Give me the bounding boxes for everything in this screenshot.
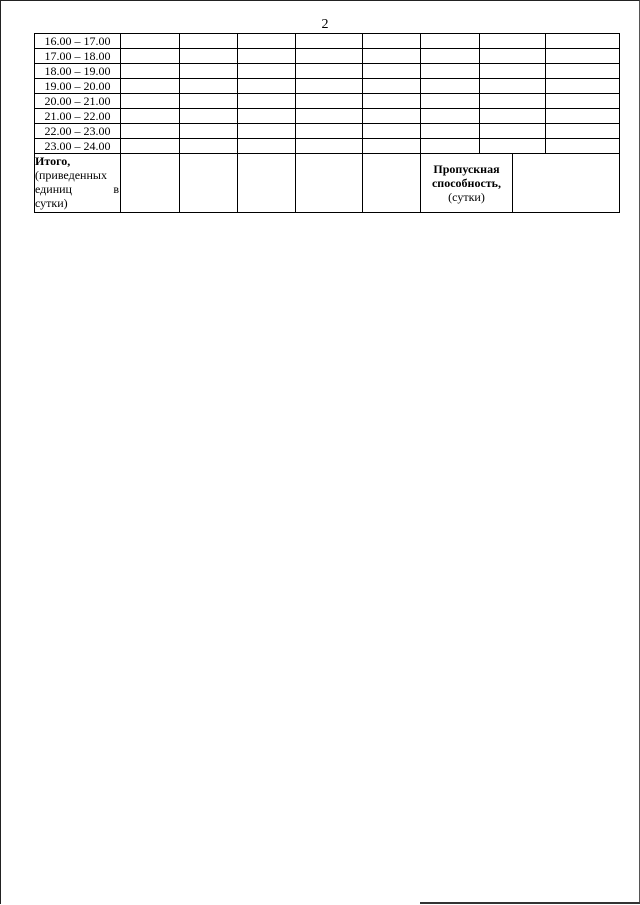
total-line-3: сутки) bbox=[35, 196, 68, 210]
data-cell bbox=[546, 139, 620, 154]
data-cell bbox=[421, 34, 480, 49]
data-cell bbox=[421, 94, 480, 109]
time-interval: 23.00 – 24.00 bbox=[35, 139, 121, 154]
data-cell bbox=[546, 79, 620, 94]
data-cell bbox=[121, 109, 180, 124]
data-cell bbox=[180, 94, 238, 109]
data-cell bbox=[546, 34, 620, 49]
total-title: Итого, bbox=[35, 154, 71, 168]
time-interval: 16.00 – 17.00 bbox=[35, 34, 121, 49]
time-interval: 21.00 – 22.00 bbox=[35, 109, 121, 124]
data-cell bbox=[180, 34, 238, 49]
data-cell bbox=[480, 34, 546, 49]
capacity-label-cell bbox=[421, 154, 513, 213]
data-cell bbox=[121, 139, 180, 154]
data-cell bbox=[363, 124, 421, 139]
data-cell bbox=[480, 94, 546, 109]
data-cell bbox=[238, 124, 296, 139]
data-cell bbox=[121, 94, 180, 109]
capacity-title-2: способность, bbox=[431, 176, 502, 190]
data-cell bbox=[546, 49, 620, 64]
data-cell bbox=[421, 139, 480, 154]
total-label-cell bbox=[35, 154, 121, 213]
data-cell bbox=[238, 49, 296, 64]
total-line-2-prep: в bbox=[113, 182, 119, 196]
time-row bbox=[35, 64, 620, 79]
data-cell bbox=[363, 79, 421, 94]
capacity-subtitle: (сутки) bbox=[448, 190, 485, 204]
data-cell bbox=[363, 64, 421, 79]
data-cell bbox=[480, 64, 546, 79]
data-cell bbox=[480, 49, 546, 64]
traffic-table bbox=[34, 33, 620, 213]
time-interval: 19.00 – 20.00 bbox=[35, 79, 121, 94]
time-row bbox=[35, 49, 620, 64]
data-cell bbox=[546, 94, 620, 109]
data-cell bbox=[546, 124, 620, 139]
data-cell bbox=[121, 49, 180, 64]
total-row bbox=[35, 154, 620, 213]
data-cell bbox=[480, 109, 546, 124]
data-cell bbox=[363, 109, 421, 124]
data-cell bbox=[121, 79, 180, 94]
data-cell bbox=[296, 64, 363, 79]
data-cell bbox=[121, 124, 180, 139]
data-cell bbox=[363, 94, 421, 109]
data-cell bbox=[180, 49, 238, 64]
time-row bbox=[35, 124, 620, 139]
data-cell bbox=[421, 49, 480, 64]
data-cell bbox=[238, 109, 296, 124]
data-cell bbox=[363, 139, 421, 154]
data-cell bbox=[296, 79, 363, 94]
total-line-2 bbox=[35, 182, 119, 196]
data-cell bbox=[363, 49, 421, 64]
total-line-1: (приведенных bbox=[35, 168, 107, 182]
time-row bbox=[35, 109, 620, 124]
data-cell bbox=[421, 79, 480, 94]
data-cell bbox=[296, 94, 363, 109]
time-interval: 18.00 – 19.00 bbox=[35, 64, 121, 79]
data-cell bbox=[480, 124, 546, 139]
time-interval: 22.00 – 23.00 bbox=[35, 124, 121, 139]
data-cell bbox=[296, 109, 363, 124]
data-cell bbox=[238, 64, 296, 79]
data-cell bbox=[180, 64, 238, 79]
time-row bbox=[35, 94, 620, 109]
capacity-value-cell bbox=[513, 154, 620, 213]
total-line-2-word: единиц bbox=[35, 182, 72, 196]
data-cell bbox=[180, 79, 238, 94]
data-cell bbox=[238, 34, 296, 49]
data-cell bbox=[546, 109, 620, 124]
data-cell bbox=[480, 139, 546, 154]
data-cell bbox=[296, 124, 363, 139]
time-row bbox=[35, 34, 620, 49]
data-cell bbox=[121, 34, 180, 49]
data-cell bbox=[180, 109, 238, 124]
data-cell bbox=[546, 64, 620, 79]
data-cell bbox=[296, 49, 363, 64]
time-interval: 17.00 – 18.00 bbox=[35, 49, 121, 64]
data-cell bbox=[121, 64, 180, 79]
capacity-title-1: Пропускная bbox=[433, 162, 500, 176]
data-cell bbox=[296, 139, 363, 154]
total-cell bbox=[180, 154, 238, 213]
data-cell bbox=[421, 124, 480, 139]
data-cell bbox=[421, 109, 480, 124]
data-cell bbox=[238, 139, 296, 154]
data-cell bbox=[480, 79, 546, 94]
total-cell bbox=[363, 154, 421, 213]
data-cell bbox=[180, 124, 238, 139]
time-row bbox=[35, 79, 620, 94]
time-interval: 20.00 – 21.00 bbox=[35, 94, 121, 109]
data-cell bbox=[363, 34, 421, 49]
data-cell bbox=[238, 94, 296, 109]
total-cell bbox=[121, 154, 180, 213]
data-cell bbox=[296, 34, 363, 49]
page-number: 2 bbox=[321, 17, 329, 32]
data-cell bbox=[180, 139, 238, 154]
time-row bbox=[35, 139, 620, 154]
scan-edge bbox=[420, 902, 640, 904]
total-cell bbox=[296, 154, 363, 213]
data-cell bbox=[238, 79, 296, 94]
total-cell bbox=[238, 154, 296, 213]
data-cell bbox=[421, 64, 480, 79]
